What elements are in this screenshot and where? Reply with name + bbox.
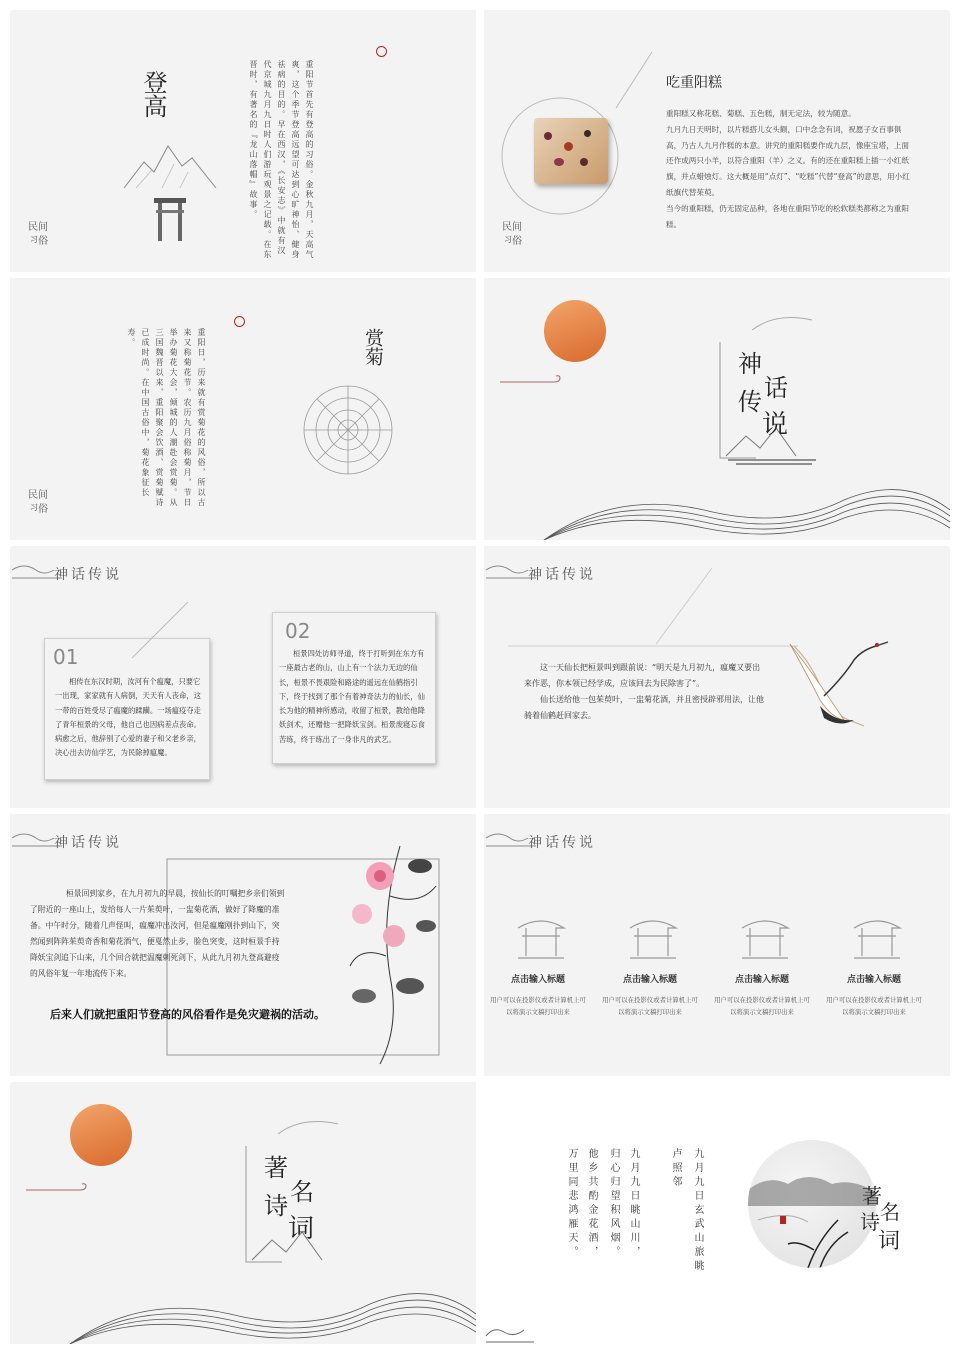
- slide-body: 重阳节首先有登高的习俗。金秋九月，天高气爽，这个季节登高远望可达到心旷神怡、健身祛病的目的。早在西汉，《长安志》中就有汉代京城九月九日时人们游玩观景之记载。在东晋时，有著名的『龙山落帽』故事。: [249, 60, 314, 260]
- ink-landscape-image: [748, 1140, 876, 1268]
- title-char: 传: [738, 388, 762, 416]
- slide-title: 吃重阳糕: [666, 75, 722, 91]
- card-title[interactable]: 点击输入标题: [622, 975, 677, 985]
- slide-title: 赏菊: [362, 328, 384, 366]
- diagonal-line: [130, 600, 190, 660]
- poem-line: 他乡共酌金花酒，: [586, 1148, 597, 1260]
- slide-climbing[interactable]: [10, 10, 476, 272]
- title-char: 名: [290, 1178, 314, 1206]
- card-desc: 用户可以在投影仪或者计算机上可以将演示文稿打印出来: [490, 996, 586, 1016]
- title-char: 说: [762, 410, 789, 440]
- diagonal-line: [654, 566, 714, 646]
- cloud-line-icon: [498, 374, 568, 386]
- poem-line: 归心归望积风烟。: [608, 1148, 619, 1260]
- divider-line: [508, 642, 798, 650]
- card-desc: 用户可以在投影仪或者计算机上可以将演示文稿打印出来: [714, 996, 810, 1016]
- box-number: 02: [285, 619, 311, 643]
- section-header: 神话传说: [54, 567, 122, 583]
- slide-body: 重阳糕又称花糕、菊糕、五色糕，制无定法，较为随意。 九月九日天明时，以片糕搭儿女头额，口中念念有词，祝愿子女百事俱高，乃古人九月作糕的本意。讲究的重阳糕要作成九层，像座宝塔，上面还作成两只小羊，以符合重阳（羊）之义。有的还在重阳糕上插一小红纸旗，并点蜡烛灯。这大概是用“点灯”、“吃糕”代替“登高”的意思，用小红纸旗代替茱萸。 当今的重阳糕，仍无固定品种，各地在重阳节吃的松软糕类都称之为重阳糕。: [666, 109, 910, 229]
- section-header: 神话传说: [528, 567, 596, 583]
- chrysanthemum-painting: [340, 836, 450, 1066]
- slide-body: 这一天仙长把桓景叫到跟前说：“明天是九月初九，瘟魔又要出来作恶，你本领已经学成，应该回去为民除害了”。 仙长送给他一包茱萸叶，一盅菊花酒，并且密授辟邪用法，让他骑着仙鹤赶回家去。: [524, 663, 764, 720]
- card-desc: 用户可以在投影仪或者计算机上可以将演示文稿打印出来: [602, 996, 698, 1016]
- section-header: 神话传说: [528, 835, 596, 851]
- title-char: 诗: [264, 1192, 288, 1220]
- diagonal-line: [614, 50, 654, 110]
- slide-conclusion: 后来人们就把重阳节登高的风俗看作是免灾避祸的活动。: [50, 1008, 325, 1021]
- poem-author: 卢照邻: [670, 1148, 681, 1190]
- mountain-gate-icon: [122, 136, 218, 246]
- story-box-02: [272, 612, 436, 764]
- wave-lines: [484, 470, 950, 540]
- title-char: 词: [878, 1229, 901, 1254]
- slide-body: 桓景回到家乡，在九月初九的早晨，按仙长的叮嘱把乡亲们领到了附近的一座山上，发给每人一片茱萸叶，一盅菊花酒，做好了降魔的准备。中午时分，随着几声怪叫，瘟魔冲出汝河，但是瘟魔刚扑到山下，突然闻到阵阵茱萸奇香和菊花酒气，便戛然止步，脸色突变，这时桓景手持降妖宝剑追下山来，几个回合就把温魔刺死剑下，从此九月初九登高避疫的风俗年复一年地流传下来。: [30, 889, 285, 978]
- card-4[interactable]: [824, 906, 924, 1046]
- poem-title: 九月九日玄武山旅眺: [692, 1148, 703, 1274]
- crane-icon: [784, 636, 924, 736]
- sun-circle: [70, 1104, 132, 1166]
- poem-line: 九月九日眺山川，: [628, 1148, 639, 1260]
- section-header: 神话传说: [54, 835, 122, 851]
- box-number: 01: [53, 645, 79, 669]
- pavilion-icon: [852, 912, 902, 962]
- slide-poem[interactable]: [484, 1082, 950, 1344]
- folk-custom-tag: 民 习 间 俗: [28, 490, 48, 515]
- pavilion-icon: [740, 912, 790, 962]
- card-title[interactable]: 点击输入标题: [510, 975, 565, 985]
- slide-myth-boxes[interactable]: [10, 546, 476, 808]
- slide-cake[interactable]: [484, 10, 950, 272]
- card-desc: 用户可以在投影仪或者计算机上可以将演示文稿打印出来: [826, 996, 922, 1016]
- title-char: 神: [738, 350, 762, 378]
- slide-myth-crane[interactable]: [484, 546, 950, 808]
- card-2[interactable]: [600, 906, 700, 1046]
- slide-poetry-section[interactable]: [10, 1082, 476, 1344]
- red-ring-icon: [376, 46, 387, 57]
- folk-custom-tag: 民 习 间 俗: [502, 222, 522, 247]
- chrysanthemum-icon: [300, 382, 396, 478]
- title-char: 著: [264, 1154, 288, 1182]
- box-text: 桓景四处访师寻道，终于打听到在东方有一座最古老的山，山上有一个法力无边的仙长，桓景不畏艰险和路途的遥远在仙鹤指引下，终于找到了那个有着神奇法力的仙长，仙长为他的精神所感动，收留了桓景，教给他降妖剑术，还赠他一把降妖宝剑。桓景废寝忘食苦练，终于练出了一身非凡的武艺。: [279, 649, 425, 744]
- slide-chrysanthemum[interactable]: [10, 278, 476, 540]
- title-char: 词: [288, 1214, 315, 1244]
- sun-circle: [544, 300, 606, 362]
- slide-myth-section[interactable]: [484, 278, 950, 540]
- title-char: 诗: [860, 1210, 880, 1234]
- red-ring-icon: [234, 316, 245, 327]
- box-text: 相传在东汉时期，汝河有个瘟魔，只要它一出现，家家就有人病倒，天天有人丧命，这一带的百姓受尽了瘟魔的蹂躏。一场瘟疫夺走了青年桓景的父母，他自己也因病差点丧命。病愈之后，他辞别了心爱的妻子和父老乡亲，决心出去访仙学艺，为民除掉瘟魔。: [55, 677, 201, 758]
- card-title[interactable]: 点击输入标题: [846, 975, 901, 985]
- slide-cards[interactable]: [484, 814, 950, 1076]
- pavilion-icon: [516, 912, 566, 962]
- title-char: 著: [862, 1184, 882, 1208]
- folk-custom-tag: 民 习 间 俗: [28, 222, 48, 247]
- slide-title: 登高: [139, 70, 167, 118]
- slide-body: 重阳日，历来就有赏菊花的风俗，所以古来又称菊花节。农历九月俗称菊月，节日举办菊花大会，倾城的人潮赴会赏菊。从三国魏晋以来，重阳聚会饮酒、赏菊赋诗已成时尚。在中国古俗中，菊花象征长寿。: [127, 328, 206, 508]
- title-char: 名: [880, 1200, 900, 1224]
- card-3[interactable]: [712, 906, 812, 1046]
- card-title[interactable]: 点击输入标题: [734, 975, 789, 985]
- poem-line: 万里同悲鸿雁天。: [566, 1148, 577, 1260]
- pavilion-icon: [628, 912, 678, 962]
- wave-lines: [10, 1274, 476, 1344]
- cloud-line-icon: [24, 1182, 94, 1194]
- slide-myth-flower[interactable]: [10, 814, 476, 1076]
- cake-image: [534, 118, 608, 184]
- cloud-corner-icon: [484, 1296, 544, 1344]
- title-char: 话: [764, 374, 788, 402]
- card-1[interactable]: [488, 906, 588, 1046]
